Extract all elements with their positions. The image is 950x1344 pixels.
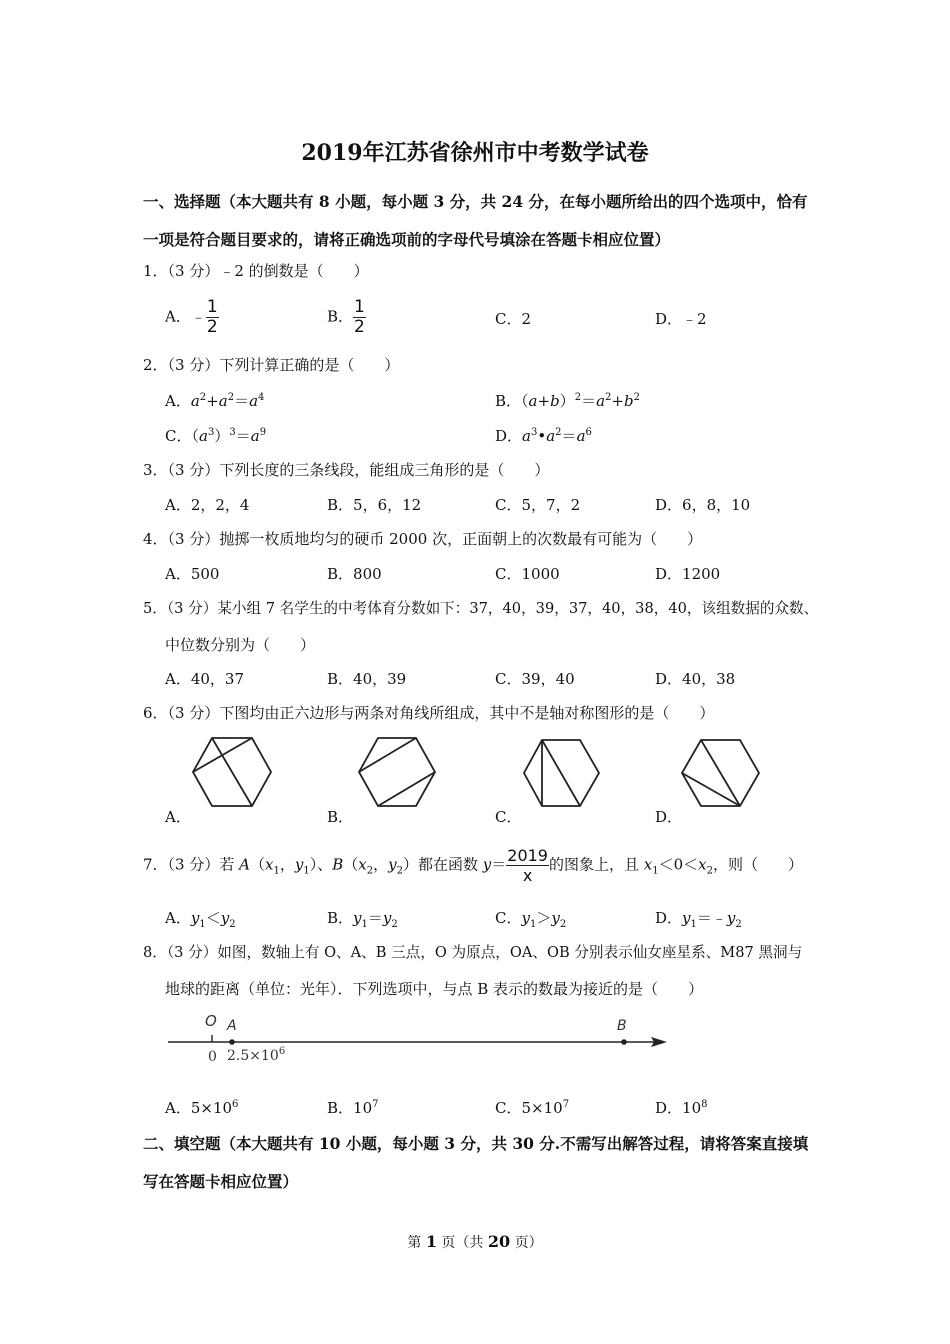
number-line-figure	[165, 1008, 675, 1068]
q6-option-c: C．	[495, 808, 522, 826]
q7-option-c: C．$y_1>y_2$	[495, 909, 567, 930]
q3-option-c: C．5，7，2	[495, 496, 581, 514]
q4-option-d: D．1200	[655, 565, 721, 583]
section2-heading-line1: 二、填空题（本大题共有 10 小题，每小题 3 分，共 30 分.不需写出解答过程，请将答案直接填	[143, 1134, 809, 1153]
q8-option-c: C．$5\times 10^7$	[495, 1099, 570, 1117]
axis-tick-zero: 0	[208, 1049, 217, 1065]
section1-heading-line1: 一、选择题（本大题共有 8 小题，每小题 3 分，共 24 分，在每小题所给出的四个选项中，恰有	[143, 192, 808, 211]
q2-option-b: B．$(a+b)^2=a^2+b^2$	[495, 392, 640, 410]
q4-option-c: C．1000	[495, 565, 560, 583]
hexagon-figure-a	[190, 735, 274, 809]
q7-stem: 7．（3 分）若 $A(x_1$，$y_1$）、$B(x_2$，$y_2$）都在函数 y＝ $\frac{2019}{x}$ 的图象上，且 $x_1<0<x_2$，则（ ）	[143, 846, 804, 885]
q1-option-a: A．﹣ $\frac{1}{2}$	[165, 297, 218, 337]
section1-heading-line2: 一项是符合题目要求的，请将正确选项前的字母代号填涂在答题卡相应位置）	[143, 230, 671, 249]
axis-tick-a-value: $2.5\times 10^6$	[227, 1046, 286, 1064]
q8-stem-line2: 地球的距离（单位：光年）．下列选项中，与点 B 表示的数最为接近的是（ ）	[165, 980, 704, 998]
q5-option-a: A．40，37	[165, 670, 245, 688]
axis-label-b: B	[617, 1018, 627, 1034]
q3-stem: 3．（3 分）下列长度的三条线段，能组成三角形的是（ ）	[143, 461, 550, 479]
hexagon-figure-c	[522, 737, 602, 809]
q5-option-b: B．40，39	[327, 670, 407, 688]
q2-option-a: A．$a^2+a^2=a^4$	[165, 392, 265, 410]
page-title: 2019年江苏省徐州市中考数学试卷	[301, 140, 649, 166]
q5-stem-line1: 5．（3 分）某小组 7 名学生的中考体育分数如下：37，40，39，37，40，38，40，该组数据的众数、	[143, 600, 819, 617]
q5-option-d: D．40，38	[655, 670, 736, 688]
axis-label-o: O	[205, 1012, 217, 1030]
q7-option-b: B．$y_1=y_2$	[327, 909, 398, 930]
q1-option-b: B． $\frac{1}{2}$	[327, 297, 365, 337]
q4-stem: 4．（3 分）抛掷一枚质地均匀的硬币 2000 次，正面朝上的次数最有可能为（ ）	[143, 530, 703, 548]
q4-option-b: B．800	[327, 565, 382, 583]
q3-option-d: D．6，8，10	[655, 496, 751, 514]
q5-stem-line2: 中位数分别为（ ）	[165, 636, 316, 654]
q3-option-b: B．5，6，12	[327, 496, 422, 514]
q8-stem-line1: 8．（3 分）如图，数轴上有 O、A、B 三点，O 为原点，OA、OB 分别表示仙女座星系、M87 黑洞与	[143, 944, 803, 961]
q2-stem: 2．（3 分）下列计算正确的是（ ）	[143, 356, 400, 374]
q6-option-a: A．	[165, 808, 191, 826]
q3-option-a: A．2，2，4	[165, 496, 250, 514]
q7-option-a: A．$y_1<y_2$	[165, 909, 236, 930]
q1-option-c: C．2	[495, 310, 532, 328]
q2-option-c: C．$(a^3)^3=a^9$	[165, 427, 267, 445]
q5-option-c: C．39，40	[495, 670, 575, 688]
hexagon-figure-d	[680, 737, 762, 809]
q1-option-d: D．﹣2	[655, 310, 707, 328]
hexagon-figure-b	[357, 735, 437, 809]
q8-option-a: A．$5\times 10^6$	[165, 1099, 239, 1117]
q6-stem: 6．（3 分）下图均由正六边形与两条对角线所组成，其中不是轴对称图形的是（ ）	[143, 704, 715, 722]
q6-option-b: B．	[327, 808, 354, 826]
q8-option-b: B．$10^7$	[327, 1099, 379, 1117]
page-footer: 第 1 页（共 20 页）	[407, 1232, 543, 1251]
axis-label-a: A	[227, 1018, 237, 1034]
q4-option-a: A．500	[165, 565, 220, 583]
q7-option-d: D．$y_1=﹣y_2$	[655, 909, 742, 930]
q2-option-d: D．$a^3•a^2=a^6$	[495, 427, 592, 445]
q1-stem: 1．（3 分）﹣2 的倒数是（ ）	[143, 262, 369, 280]
q8-option-d: D．$10^8$	[655, 1099, 708, 1117]
section2-heading-line2: 写在答题卡相应位置）	[143, 1172, 299, 1191]
q6-option-d: D．	[655, 808, 683, 826]
